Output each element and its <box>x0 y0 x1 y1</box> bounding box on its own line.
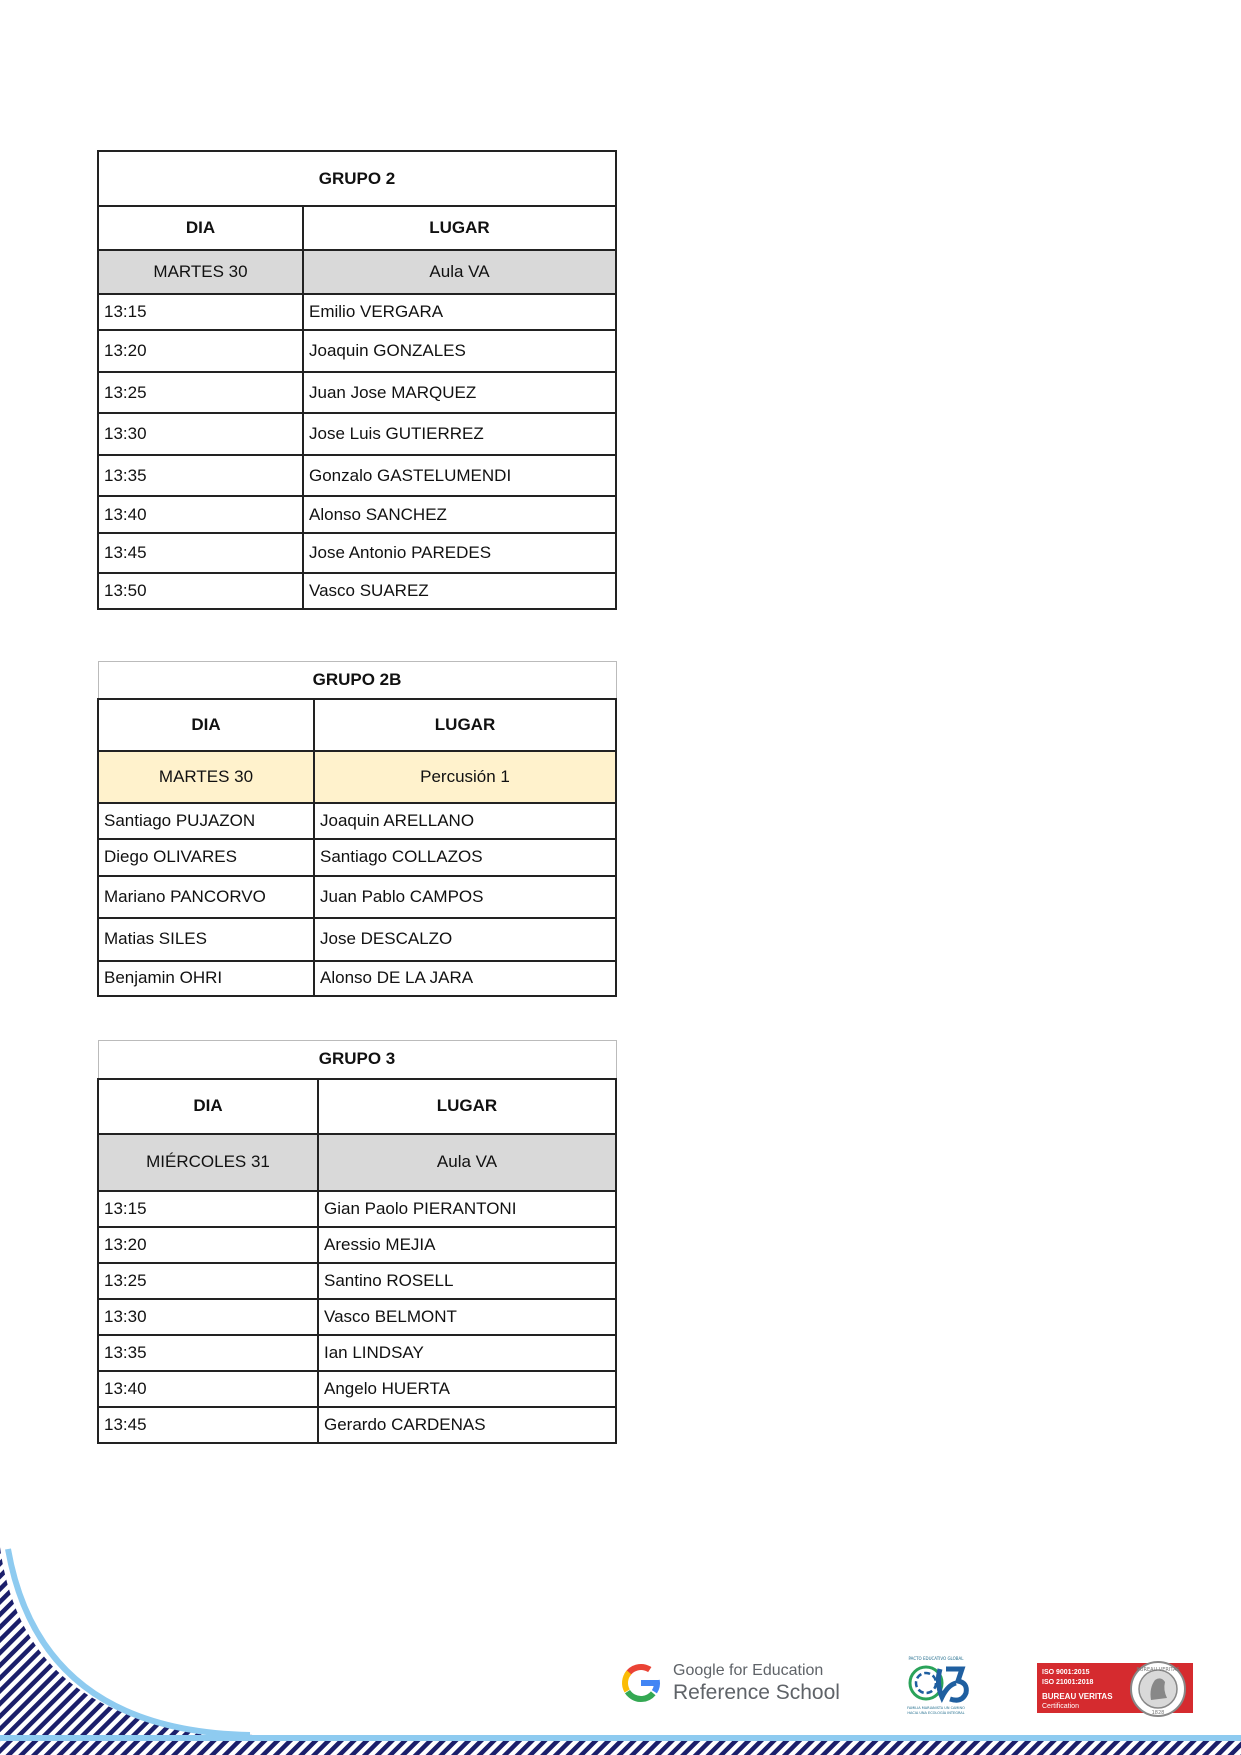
time-cell: 13:40 <box>98 496 303 533</box>
name-cell: Jose Antonio PAREDES <box>303 533 616 573</box>
name-cell: Gian Paolo PIERANTONI <box>318 1191 616 1227</box>
schedule-table-grupo-2 <box>97 150 617 610</box>
table-row <box>98 1299 616 1335</box>
time-cell: 13:35 <box>98 1335 318 1371</box>
student-cell: Joaquin ARELLANO <box>314 803 616 839</box>
bureau-veritas-seal-icon <box>1127 1660 1189 1718</box>
name-cell: Joaquin GONZALES <box>303 330 616 372</box>
student-cell: Diego OLIVARES <box>98 839 314 876</box>
google-logo-line2: Reference School <box>673 1681 840 1704</box>
time-cell: 13:25 <box>98 1263 318 1299</box>
table-row <box>98 330 616 372</box>
time-cell: 13:15 <box>98 1191 318 1227</box>
place-cell: Aula VA <box>303 250 616 294</box>
time-cell: 13:15 <box>98 294 303 330</box>
google-logo-line1: Google for Education <box>673 1662 824 1679</box>
table-row <box>98 1407 616 1443</box>
table-row <box>98 455 616 496</box>
table-row <box>98 839 616 876</box>
student-cell: Jose DESCALZO <box>314 918 616 961</box>
time-cell: 13:30 <box>98 413 303 455</box>
name-cell: Jose Luis GUTIERREZ <box>303 413 616 455</box>
svg-text:1828: 1828 <box>1151 1710 1165 1716</box>
place-cell: Aula VA <box>318 1134 616 1191</box>
table-row <box>98 961 616 996</box>
lugar-header: LUGAR <box>314 699 616 751</box>
student-cell: Juan Pablo CAMPOS <box>314 876 616 918</box>
bottom-band-decoration <box>0 1735 1241 1755</box>
table-row <box>98 573 616 609</box>
group-title: GRUPO 2B <box>98 662 616 699</box>
svg-text:FAMILIA MARIANISTA UN CAMINO: FAMILIA MARIANISTA UN CAMINO <box>907 1706 965 1710</box>
table-row <box>98 533 616 573</box>
lugar-header: LUGAR <box>303 206 616 250</box>
time-cell: 13:40 <box>98 1371 318 1407</box>
table-row <box>98 496 616 533</box>
time-cell: 13:50 <box>98 573 303 609</box>
student-cell: Santiago PUJAZON <box>98 803 314 839</box>
name-cell: Aressio MEJIA <box>318 1227 616 1263</box>
dia-header: DIA <box>98 206 303 250</box>
time-cell: 13:20 <box>98 1227 318 1263</box>
table-row <box>98 413 616 455</box>
name-cell: Gonzalo GASTELUMENDI <box>303 455 616 496</box>
student-cell: Mariano PANCORVO <box>98 876 314 918</box>
svg-text:PACTO EDUCATIVO GLOBAL: PACTO EDUCATIVO GLOBAL <box>908 1656 964 1661</box>
dia-header: DIA <box>98 1079 318 1134</box>
name-cell: Angelo HUERTA <box>318 1371 616 1407</box>
time-cell: 13:20 <box>98 330 303 372</box>
svg-text:HACIA UNA ECOLOGÍA INTEGRAL: HACIA UNA ECOLOGÍA INTEGRAL <box>907 1711 965 1715</box>
table-row <box>98 1191 616 1227</box>
name-cell: Alonso SANCHEZ <box>303 496 616 533</box>
student-cell: Santiago COLLAZOS <box>314 839 616 876</box>
name-cell: Vasco SUAREZ <box>303 573 616 609</box>
group-title: GRUPO 3 <box>98 1041 616 1079</box>
schedule-table-grupo-3 <box>97 1040 617 1444</box>
time-cell: 13:45 <box>98 1407 318 1443</box>
table-row <box>98 876 616 918</box>
table-row <box>98 803 616 839</box>
name-cell: Juan Jose MARQUEZ <box>303 372 616 413</box>
time-cell: 13:25 <box>98 372 303 413</box>
name-cell: Ian LINDSAY <box>318 1335 616 1371</box>
table-row <box>98 1263 616 1299</box>
bv-certification: Certification <box>1042 1703 1079 1710</box>
name-cell: Santino ROSELL <box>318 1263 616 1299</box>
time-cell: 13:35 <box>98 455 303 496</box>
table-row <box>98 372 616 413</box>
table-row <box>98 1335 616 1371</box>
bv-iso-21001: ISO 21001:2018 <box>1042 1679 1094 1686</box>
schedule-table-grupo-2b <box>97 661 617 997</box>
name-cell: Gerardo CARDENAS <box>318 1407 616 1443</box>
time-cell: 13:30 <box>98 1299 318 1335</box>
bv-name: BUREAU VERITAS <box>1042 1692 1113 1701</box>
student-cell: Alonso DE LA JARA <box>314 961 616 996</box>
student-cell: Benjamin OHRI <box>98 961 314 996</box>
name-cell: Emilio VERGARA <box>303 294 616 330</box>
pacto-educativo-global-logo <box>896 1655 976 1717</box>
global-compact-emblem-icon <box>896 1655 976 1717</box>
place-cell: Percusión 1 <box>314 751 616 803</box>
day-cell: MARTES 30 <box>98 250 303 294</box>
time-cell: 13:45 <box>98 533 303 573</box>
day-cell: MARTES 30 <box>98 751 314 803</box>
table-row <box>98 1371 616 1407</box>
lugar-header: LUGAR <box>318 1079 616 1134</box>
dia-header: DIA <box>98 699 314 751</box>
day-cell: MIÉRCOLES 31 <box>98 1134 318 1191</box>
table-row <box>98 1227 616 1263</box>
name-cell: Vasco BELMONT <box>318 1299 616 1335</box>
group-title: GRUPO 2 <box>98 151 616 206</box>
bureau-veritas-certification-logo <box>1037 1660 1193 1716</box>
bv-iso-9001: ISO 9001:2015 <box>1042 1669 1090 1676</box>
corner-decoration <box>0 1535 260 1755</box>
google-g-icon <box>620 1662 662 1704</box>
student-cell: Matias SILES <box>98 918 314 961</box>
table-row <box>98 918 616 961</box>
google-for-education-logo <box>620 1660 850 1708</box>
table-row <box>98 294 616 330</box>
svg-text:BUREAU VERITAS: BUREAU VERITAS <box>1136 1667 1180 1673</box>
